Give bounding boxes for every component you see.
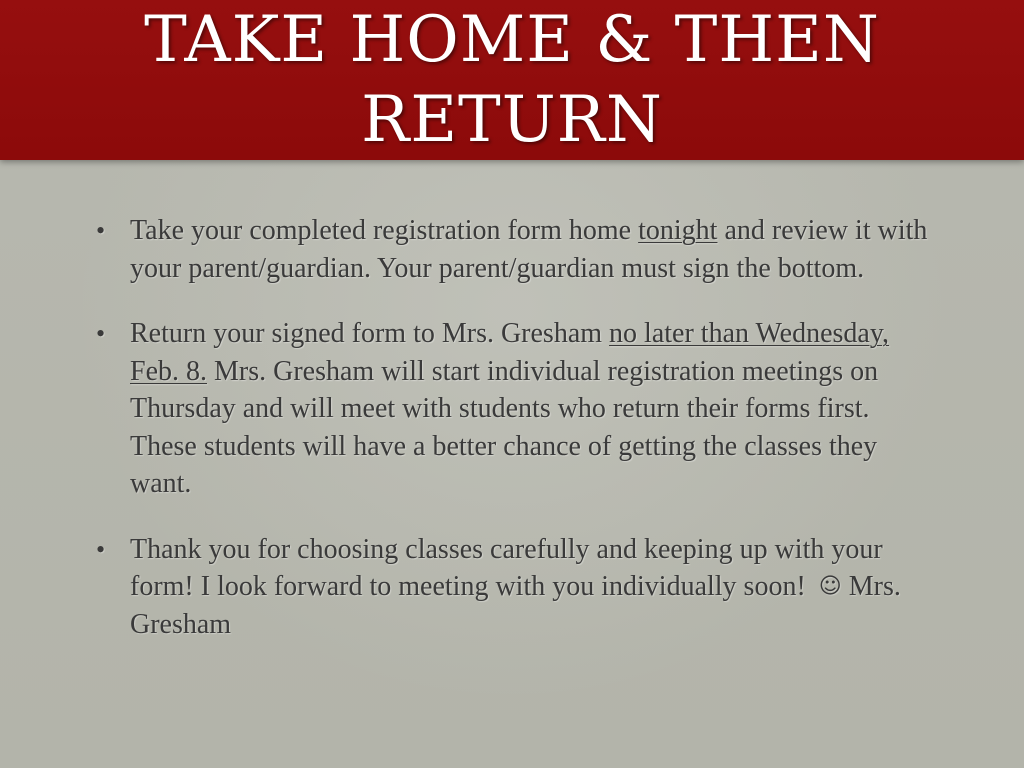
underlined-text-tonight: tonight (638, 215, 718, 246)
bullet-text: Mrs. Gresham (130, 571, 901, 640)
bullet-text: Mrs. Gresham will start individual registration meetings on Thursday and will meet with students who return their forms first. These students will have a better chance of getting the classes they want. (130, 355, 879, 499)
slide-title-line-2: RETURN (361, 83, 663, 157)
bullet-icon: • (96, 534, 106, 564)
smiley-icon: ☺ (818, 574, 842, 599)
bullet-item-return-form (96, 315, 936, 503)
bullet-list (96, 212, 936, 671)
bullet-text: Return your signed form to Mrs. Gresham (130, 318, 610, 349)
bullet-item-thank-you (96, 531, 936, 644)
underlined-text-deadline: no later than Wednesday, Feb. 8. (130, 318, 890, 387)
bullet-icon: • (96, 216, 106, 245)
bullet-text: Take your completed registration form home (130, 215, 639, 246)
bullet-icon: • (96, 319, 106, 348)
slide-title (0, 0, 1024, 160)
bullet-text: Thank you for choosing classes carefully and keeping up with your form! I look forward to meeting with you individually soon! (130, 533, 883, 602)
bullet-text: and review it with your parent/guardian. Your parent/guardian must sign the bottom. (130, 215, 928, 284)
slide-title-line-1: TAKE HOME & THEN (144, 3, 880, 77)
bullet-item-take-home (96, 212, 936, 287)
